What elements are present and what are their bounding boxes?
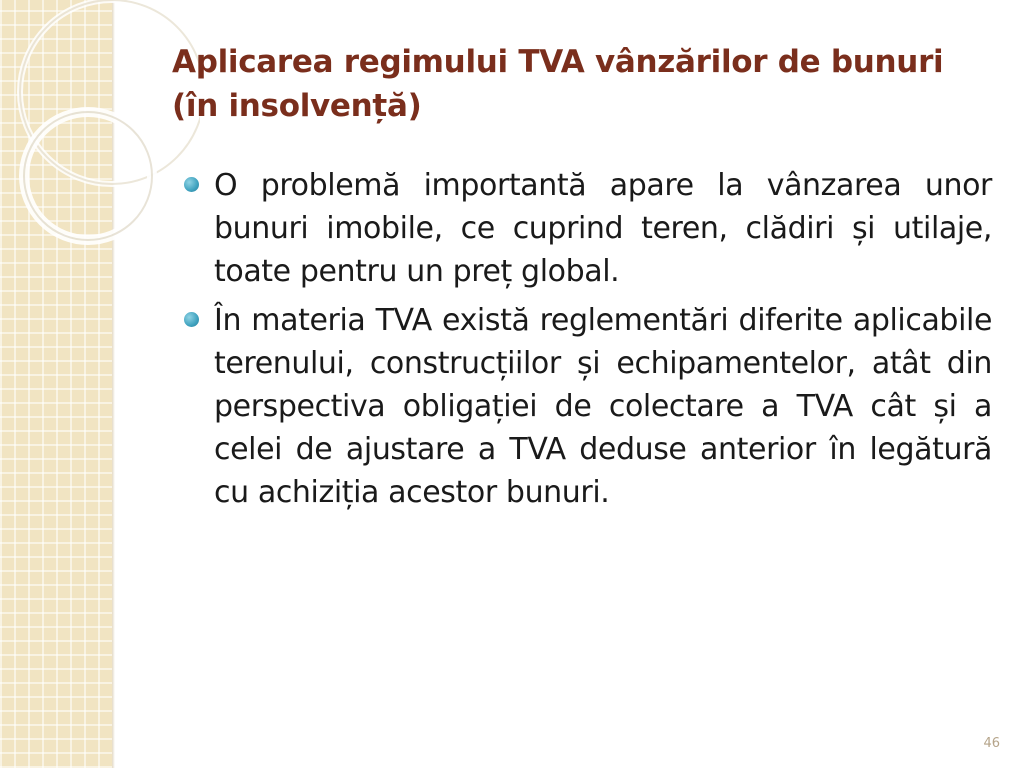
bullet-text: O problemă importantă apare la vânzarea unor bunuri imobile, ce cuprind teren, clădiri și utilaje, toate pentru un preț global.: [214, 168, 992, 289]
bullet-icon: [184, 312, 199, 327]
side-band-edge: [112, 0, 115, 768]
page-number: 46: [983, 736, 1000, 751]
bullet-text: În materia TVA există reglementări diferite aplicabile terenului, construcțiilor și echipamentelor, atât din perspectiva obligației de colectare a TVA cât și a celei de ajustare a TVA deduse anterior în legătură cu achiziția acestor bunuri.: [214, 303, 992, 510]
slide-title: Aplicarea regimului TVA vânzărilor de bunuri (în insolvență): [172, 44, 944, 124]
bullet-item: [170, 299, 992, 514]
bullet-list: [170, 164, 992, 520]
bullet-icon: [184, 177, 199, 192]
decorative-side-band: [0, 0, 112, 768]
bullet-item: [170, 164, 992, 293]
